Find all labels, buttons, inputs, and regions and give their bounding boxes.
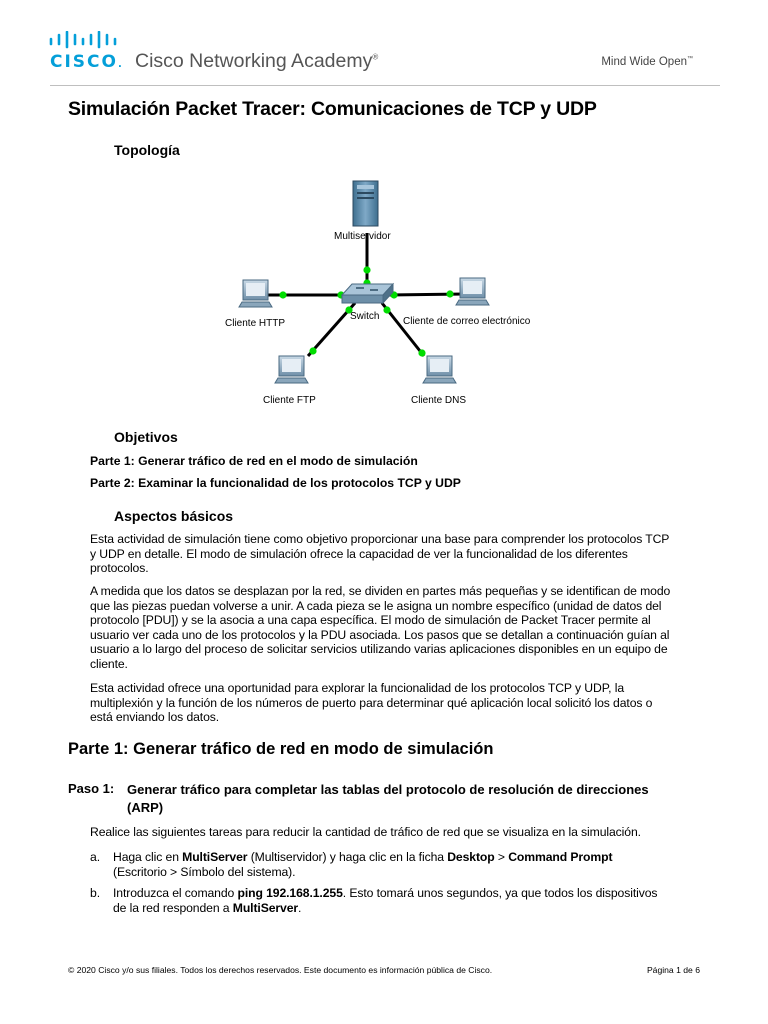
- text-run: (Escritorio > Símbolo del sistema).: [113, 864, 296, 879]
- text-run: . Esto tomará unos segundos, ya que todos los dispositivos: [342, 886, 658, 900]
- item-b-letter: b.: [90, 886, 101, 900]
- text-run: >: [494, 850, 509, 864]
- header-divider: [50, 85, 720, 86]
- logo-suffix: .: [117, 59, 124, 70]
- bold-run: Command Prompt: [508, 850, 613, 864]
- item-a-text: [113, 850, 703, 879]
- topology-heading: Topología: [114, 142, 180, 158]
- objective-item: Parte 2: Examinar la funcionalidad de los protocolos TCP y UDP: [90, 476, 461, 490]
- paragraph-line: y UDP en detalle. El modo de simulación ofrece la capacidad de ver la funcionalidad de los diferentes: [90, 546, 628, 561]
- pc-ftp-icon: [275, 356, 308, 383]
- paragraph-line: que las piezas puedan volverse a unir. A cada pieza se le asigna un nombre específico (unidad de datos del: [90, 598, 662, 613]
- paragraph-line: Esta actividad ofrece una oportunidad para explorar la funcionalidad de los protocolos TCP y UDP, la: [90, 681, 625, 695]
- paragraph-line: multiplexión y la función de los números de puerto para determinar qué aplicación local solicitó los datos o: [90, 695, 653, 710]
- item-a-letter: a.: [90, 850, 101, 864]
- text-run: Introduzca el comando: [113, 886, 238, 900]
- page-header: [0, 0, 768, 88]
- paragraph-line: protocolo [PDU]) y se la asocia a una capa específica. El modo de simulación de Packet Tracer permite al: [90, 613, 651, 628]
- tagline-text: Mind Wide Open: [601, 56, 687, 68]
- label-switch: Switch: [350, 311, 380, 322]
- text-run: Haga clic en: [113, 850, 183, 864]
- tagline: [601, 56, 693, 68]
- label-ftp-client: Cliente FTP: [263, 395, 316, 406]
- objective-item: Parte 1: Generar tráfico de red en el modo de simulación: [90, 454, 418, 468]
- footer-page-number: Página 1 de 6: [646, 965, 700, 975]
- objectives-heading: Objetivos: [114, 429, 178, 445]
- background-paragraph-1: [90, 532, 710, 576]
- paragraph-line: Esta actividad de simulación tiene como objetivo proporcionar una base para comprender los protocolos TCP: [90, 532, 670, 546]
- item-a-line1: [113, 850, 612, 864]
- item-a-line2: [113, 865, 295, 879]
- item-b-line2: [113, 901, 301, 915]
- trademark-mark: ™: [687, 56, 693, 63]
- logo-text: CISCO: [50, 52, 118, 72]
- paragraph-line: usuario a lo largo del proceso de solicitar servicios utilizando varias aplicaciones disponibles en un equipo de: [90, 642, 668, 657]
- step-title-line: (ARP): [127, 800, 164, 815]
- pc-dns-icon: [423, 356, 456, 383]
- paragraph-line: usuario ver cada uno de los protocolos y la PDU asociada. Los pasos que se detallan a continuación guían al: [90, 627, 670, 642]
- bold-run: MultiServer: [232, 900, 299, 915]
- background-heading: Aspectos básicos: [114, 508, 234, 524]
- label-dns-client: Cliente DNS: [411, 395, 467, 406]
- label-email-client: Cliente de correo electrónico: [403, 316, 531, 327]
- paragraph-line: protocolos.: [90, 561, 149, 576]
- paragraph-line: A medida que los datos se desplazan por la red, se dividen en partes más pequeñas y se identifican de modo: [90, 584, 671, 598]
- bold-run: ping 192.168.1.255: [237, 886, 343, 900]
- item-b-text: [113, 886, 703, 915]
- academy-text: Cisco Networking Academy: [135, 50, 373, 72]
- part1-heading: Parte 1: Generar tráfico de red en modo de simulación: [68, 740, 494, 758]
- bold-run: MultiServer: [182, 850, 248, 864]
- page-title: Simulación Packet Tracer: Comunicaciones de TCP y UDP: [68, 98, 597, 120]
- paragraph-line: está enviando los datos.: [90, 710, 220, 725]
- link-light: [418, 349, 425, 356]
- step1-intro: Realice las siguientes tareas para reducir la cantidad de tráfico de red que se visualiza en la simulación.: [90, 825, 641, 839]
- cisco-logo-wordmark: [50, 52, 124, 72]
- academy-title: [135, 50, 378, 73]
- step-title-line: Generar tráfico para completar las tablas del protocolo de resolución de direcciones: [127, 782, 649, 797]
- step1-number: Paso 1:: [68, 781, 115, 796]
- cisco-logo-bars-icon: [49, 31, 119, 51]
- network-topology-diagram: [210, 170, 570, 415]
- pc-http-icon: [239, 280, 272, 307]
- server-icon: [353, 181, 378, 226]
- item-b-line1: [113, 886, 657, 900]
- label-server: Multiservidor: [334, 231, 391, 242]
- text-run: de la red responden a: [113, 900, 233, 915]
- link-light: [446, 290, 453, 297]
- footer-copyright: © 2020 Cisco y/o sus filiales. Todos los derechos reservados. Este documento es información pública de Cisco.: [68, 965, 493, 975]
- link-light: [363, 266, 370, 273]
- registered-mark: ®: [372, 52, 379, 62]
- background-paragraph-2: [90, 584, 710, 672]
- switch-icon: [342, 284, 393, 303]
- text-run: (Multiservidor) y haga clic en la ficha: [247, 850, 448, 864]
- bold-run: Desktop: [447, 850, 495, 864]
- link-light: [309, 347, 316, 354]
- text-run: .: [298, 900, 302, 915]
- step1-title: [127, 781, 707, 817]
- link-light: [383, 306, 390, 313]
- pc-email-icon: [456, 278, 489, 305]
- label-http-client: Cliente HTTP: [225, 318, 286, 329]
- background-paragraph-3: [90, 681, 710, 725]
- paragraph-line: cliente.: [90, 656, 128, 671]
- link-light: [279, 291, 286, 298]
